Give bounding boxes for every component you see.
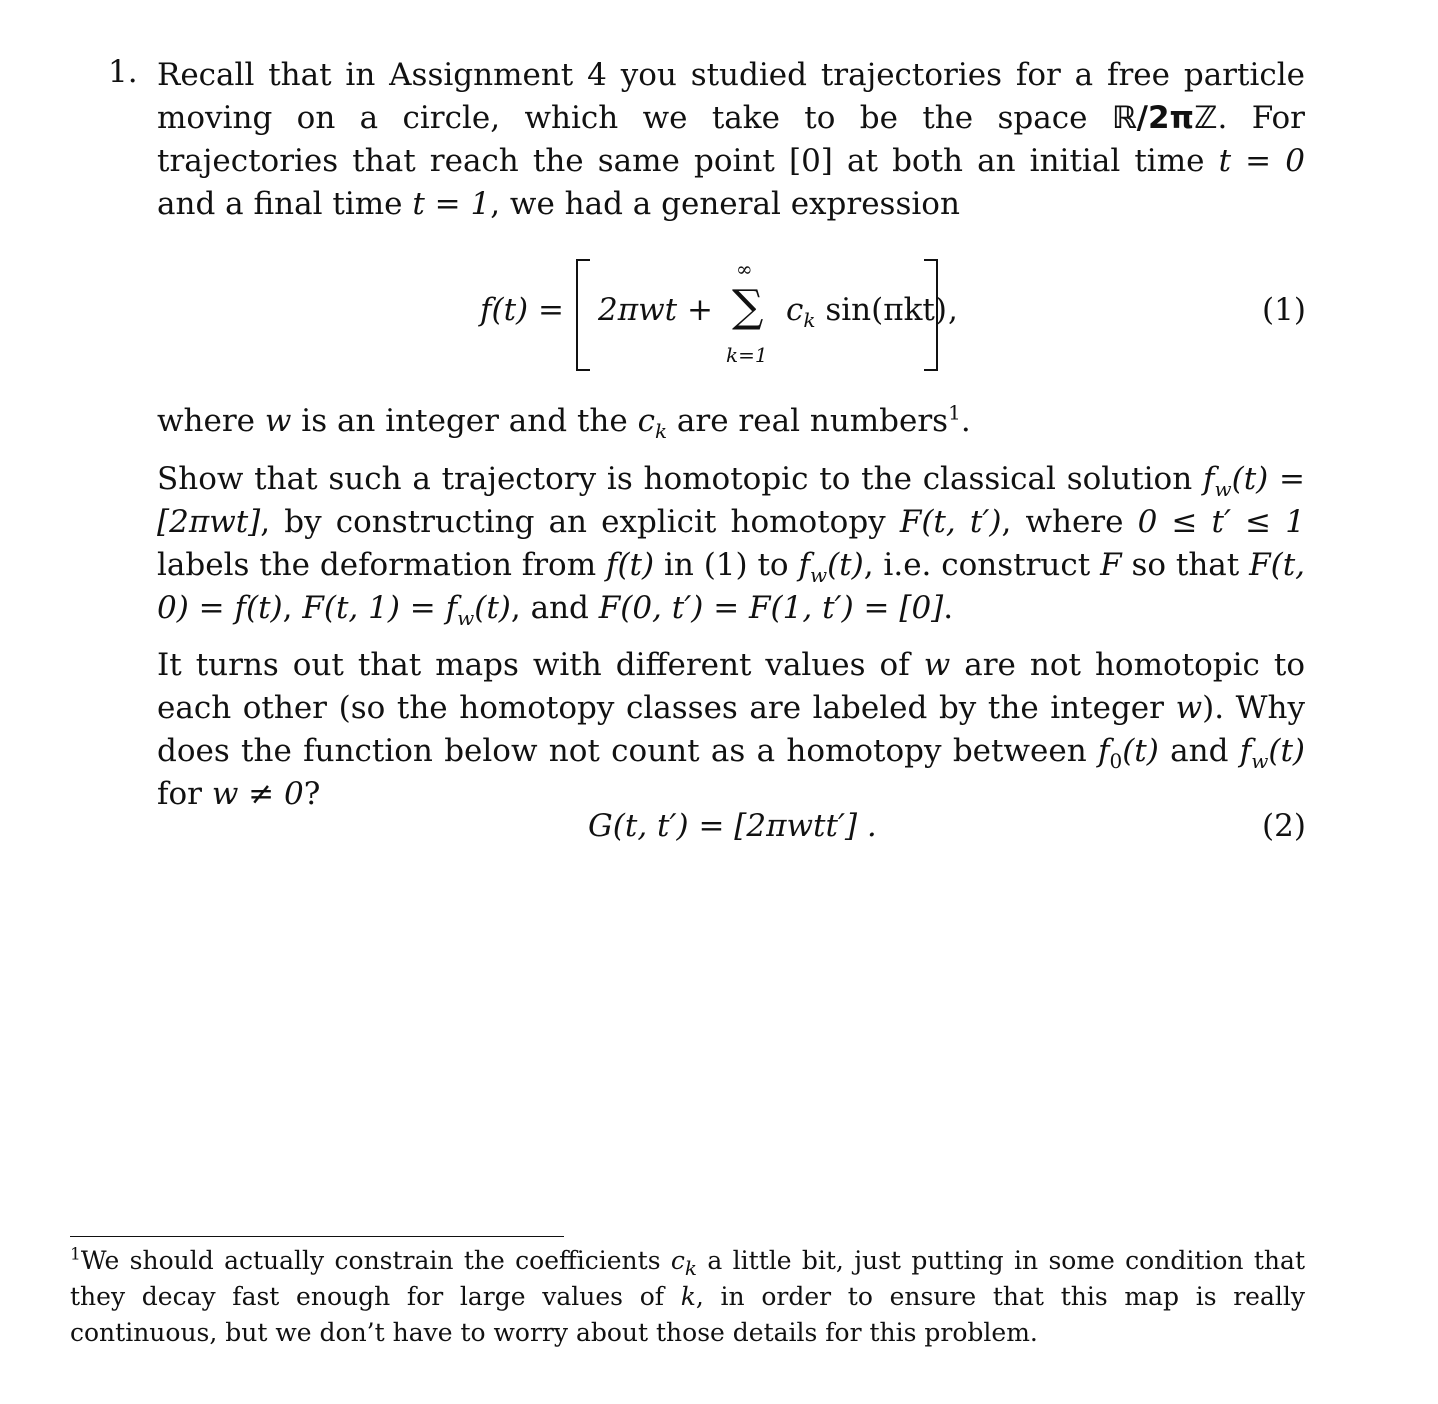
- right-bracket: [924, 259, 938, 371]
- equation-1: [480, 255, 1000, 375]
- base-point-math: [0]: [788, 143, 833, 179]
- final-time-math: t = 1: [412, 186, 491, 222]
- initial-time-math: t = 0: [1218, 143, 1305, 179]
- problem-number: 1.: [108, 54, 138, 90]
- coefficients-paragraph: where w is an integer and the $c_k$ are real numbers$^1$.: [157, 400, 971, 444]
- footnote-number: 1: [70, 1244, 81, 1265]
- sum-upper-limit: ∞: [736, 257, 753, 281]
- summation-symbol: ∑: [732, 281, 764, 332]
- problem-intro-paragraph: Recall that in Assignment 4 you studied trajectories for a free particle moving on a circle, which we take to be the space ℝ/2πℤ. For trajectories that reach the same point [0] at both an initial time t = 0 and a final time t = 1, we had a general expression: [157, 57, 1305, 222]
- left-bracket: [576, 259, 590, 371]
- footnote-divider: [70, 1236, 564, 1237]
- equation-1-lhs: f(t) =: [480, 292, 564, 328]
- homotopy-classes-paragraph: It turns out that maps with different values of w are not homotopic to each other (so the homotopy classes are labeled by the integer w). Why does the function below not count as a homotopy between $f_0(t)$ and $f_w(t)$ for w ≠ 0?: [157, 647, 1305, 812]
- equation-1-linear-term: 2πwt +: [598, 292, 713, 328]
- sum-lower-limit: k=1: [726, 343, 768, 367]
- homotopy-task-paragraph: Show that such a trajectory is homotopic to the classical solution $f_w(t) = [2\pi wt]$, by constructing an explicit homotopy F(t, t′), where 0 ≤ t′ ≤ 1 labels the deformation from f(t) in (1) to $f_w(t)$, i.e. construct F so that F(t, 0) = f(t), F(t, $1) = f_w(t)$, and F(0, t′) = F(1, t′) = [0].: [157, 461, 1306, 631]
- circle-space-math: ℝ/2πℤ: [1111, 100, 1218, 136]
- equation-2-number: (2): [1262, 808, 1306, 844]
- equation-2: G(t, t′) = [2πwtt′] .: [588, 808, 877, 844]
- footnote: $^1$We should actually constrain the coefficients $c_k$ a little bit, just putting in some condition that they decay fast enough for large values of k, in order to ensure that this map is really continuous, but we don’t have to worry about those details for this problem.: [70, 1244, 1305, 1347]
- footnote-marker[interactable]: 1: [948, 400, 961, 425]
- equation-1-comma: ,: [948, 292, 958, 328]
- equation-1-number: (1): [1262, 292, 1306, 328]
- equation-1-series-term: $c_k$ sin(πkt): [786, 292, 947, 333]
